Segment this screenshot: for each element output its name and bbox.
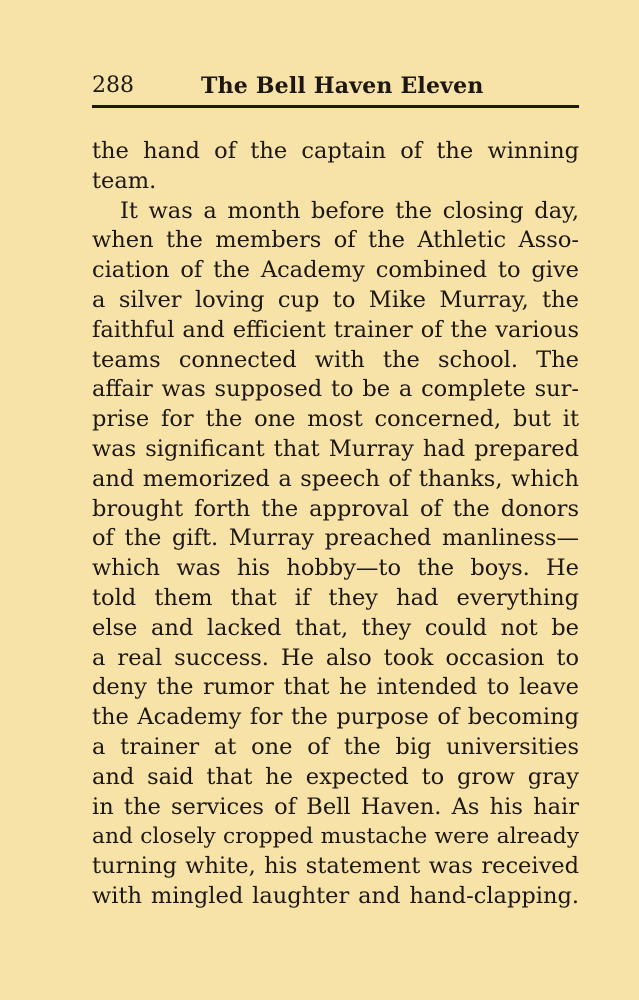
text-line: and closely cropped mustache were already xyxy=(92,824,579,850)
text-line: was significant that Murray had prepared xyxy=(92,435,579,462)
text-line: with mingled laughter and hand-clapping. xyxy=(92,882,579,909)
text-line: affair was supposed to be a complete sur- xyxy=(92,376,579,403)
text-line: turning white, his statement was received xyxy=(92,853,579,880)
text-line: It was a month before the closing day, xyxy=(120,197,579,224)
text-line: in the services of Bell Haven. As his hair xyxy=(92,793,579,820)
text-line: teams connected with the school. The xyxy=(92,346,579,373)
text-line: which was his hobby—to the boys. He xyxy=(92,555,579,582)
body-text xyxy=(92,137,579,912)
text-line: brought forth the approval of the donors xyxy=(92,495,579,522)
text-line: and said that he expected to grow gray xyxy=(92,763,579,790)
running-head xyxy=(92,70,579,106)
text-line: prise for the one most concerned, but it xyxy=(92,406,579,433)
text-line: faithful and efficient trainer of the various xyxy=(92,316,579,343)
text-line: a trainer at one of the big universities xyxy=(92,733,579,760)
page-number: 288 xyxy=(92,73,134,98)
text-line: a real success. He also took occasion to xyxy=(92,644,579,671)
text-line: else and lacked that, they could not be xyxy=(92,614,579,641)
text-line: team. xyxy=(92,167,157,194)
text-line: the Academy for the purpose of becoming xyxy=(92,704,579,731)
book-title: The Bell Haven Eleven xyxy=(201,73,484,99)
text-line: a silver loving cup to Mike Murray, the xyxy=(92,286,579,313)
text-line: of the gift. Murray preached manliness— xyxy=(92,525,579,552)
header-rule xyxy=(92,105,579,108)
text-line: the hand of the captain of the winning xyxy=(92,138,579,164)
text-line: ciation of the Academy combined to give xyxy=(92,257,579,284)
text-line: when the members of the Athletic Asso- xyxy=(92,227,579,254)
text-line: and memorized a speech of thanks, which xyxy=(92,465,579,492)
text-line: told them that if they had everything xyxy=(92,584,579,611)
text-line: deny the rumor that he intended to leave xyxy=(92,674,579,701)
